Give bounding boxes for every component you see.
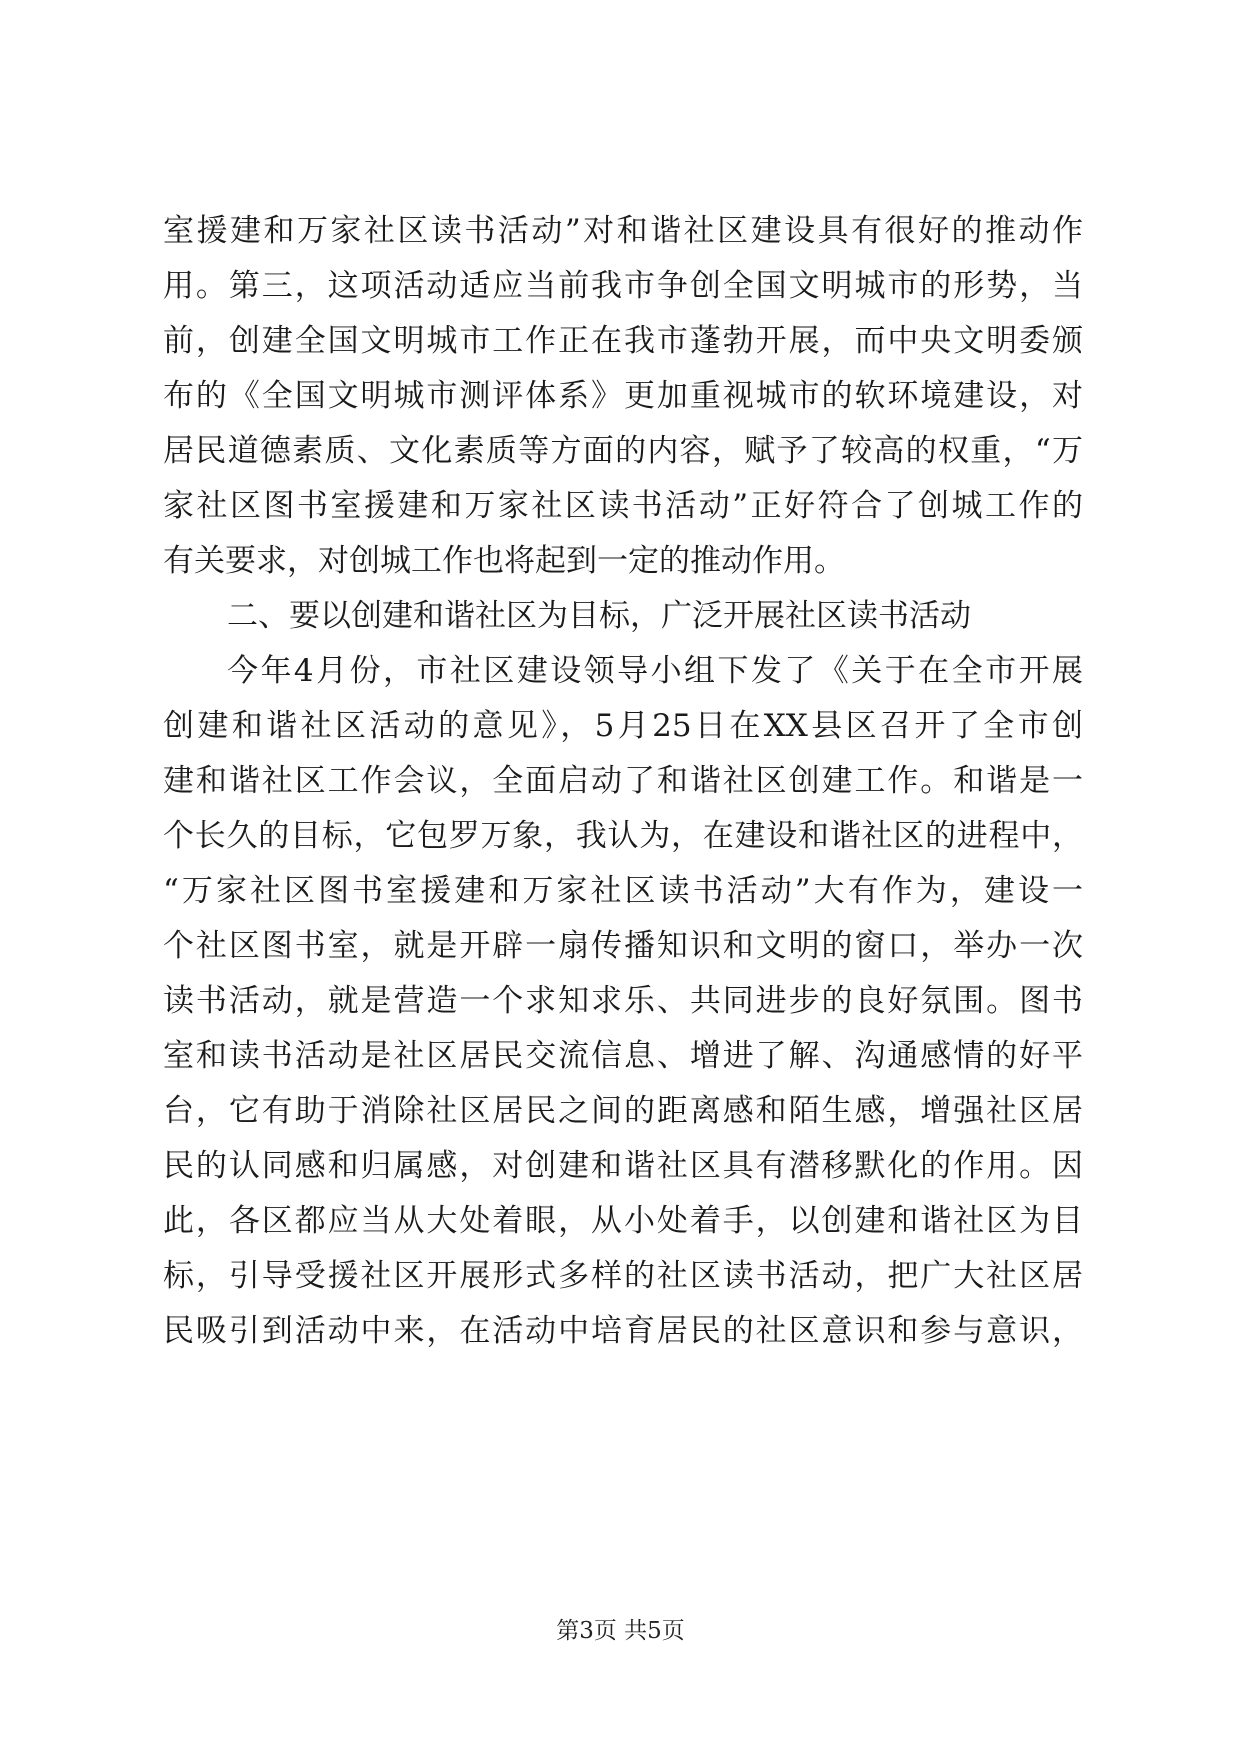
page-number-footer: 第3页 共5页 bbox=[556, 1618, 685, 1644]
section-heading: 二、要以创建和谐社区为目标，广泛开展社区读书活动 bbox=[227, 598, 971, 634]
text-line: 室援建和万家社区读书活动”对和谐社区建设具有很好的推动作 bbox=[163, 213, 1083, 249]
text-line: “万家社区图书室援建和万家社区读书活动”大有作为，建设一 bbox=[163, 873, 1083, 909]
text-line: 个社区图书室，就是开辟一扇传播知识和文明的窗口，举办一次 bbox=[163, 928, 1083, 964]
text-line: 建和谐社区工作会议，全面启动了和谐社区创建工作。和谐是一 bbox=[163, 763, 1083, 799]
text-line: 居民道德素质、文化素质等方面的内容，赋予了较高的权重，“万 bbox=[163, 433, 1083, 469]
text-line: 有关要求，对创城工作也将起到一定的推动作用。 bbox=[163, 543, 845, 579]
text-line: 前，创建全国文明城市工作正在我市蓬勃开展，而中央文明委颁 bbox=[163, 323, 1083, 359]
text-line: 台，它有助于消除社区居民之间的距离感和陌生感，增强社区居 bbox=[163, 1093, 1083, 1129]
text-line: 布的《全国文明城市测评体系》更加重视城市的软环境建设，对 bbox=[163, 378, 1083, 414]
text-line: 个长久的目标，它包罗万象，我认为，在建设和谐社区的进程中， bbox=[163, 818, 1083, 854]
text-line: 标，引导受援社区开展形式多样的社区读书活动，把广大社区居 bbox=[163, 1258, 1083, 1294]
text-line: 民吸引到活动中来，在活动中培育居民的社区意识和参与意识， bbox=[163, 1313, 1083, 1349]
text-line: 室和读书活动是社区居民交流信息、增进了解、沟通感情的好平 bbox=[163, 1038, 1083, 1074]
paragraph-first-line: 今年4月份，市社区建设领导小组下发了《关于在全市开展 bbox=[227, 653, 1083, 689]
text-line: 家社区图书室援建和万家社区读书活动”正好符合了创城工作的 bbox=[163, 488, 1083, 524]
text-line: 此，各区都应当从大处着眼，从小处着手，以创建和谐社区为目 bbox=[163, 1203, 1083, 1239]
text-line: 创建和谐社区活动的意见》，5月25日在XX县区召开了全市创 bbox=[163, 708, 1083, 744]
text-line: 读书活动，就是营造一个求知求乐、共同进步的良好氛围。图书 bbox=[163, 983, 1083, 1019]
text-line: 用。第三，这项活动适应当前我市争创全国文明城市的形势，当 bbox=[163, 268, 1083, 304]
text-line: 民的认同感和归属感，对创建和谐社区具有潜移默化的作用。因 bbox=[163, 1148, 1083, 1184]
